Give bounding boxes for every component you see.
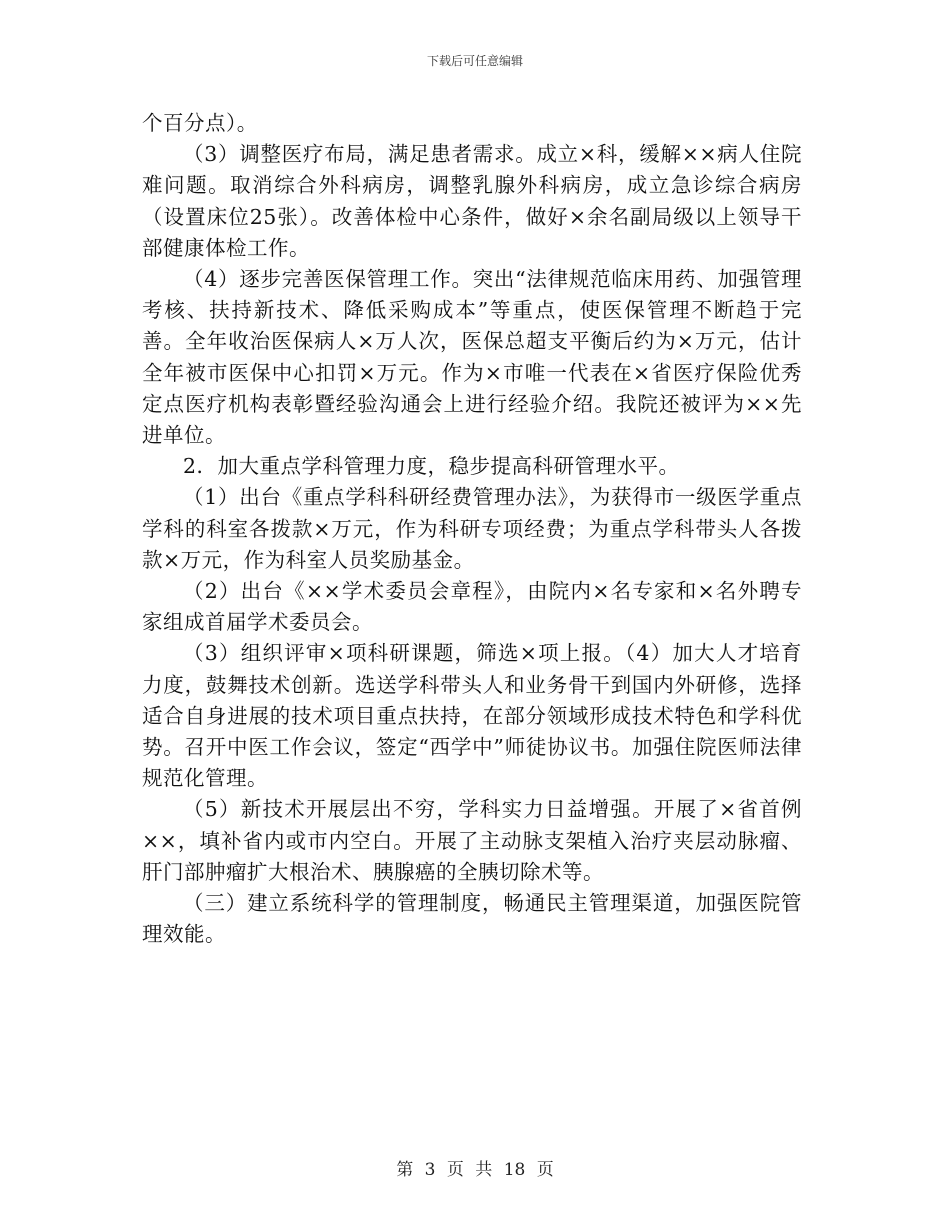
paragraph-3: （4）逐步完善医保管理工作。突出“法律规范临床用药、加强管理考核、扶持新技术、降低采购成本”等重点，使医保管理不断趋于完善。全年收治医保病人×万人次，医保总超支平衡后约为×万元，估计全年被市医保中心扣罚×万元。作为×市唯一代表在×省医疗保险优秀定点医疗机构表彰暨经验沟通会上进行经验介绍。我院还被评为××先进单位。	[142, 267, 802, 448]
page-header: 下载后可任意编辑	[426, 54, 523, 68]
document-body	[142, 108, 802, 950]
paragraph-5: （1）出台《重点学科科研经费管理办法》，为获得市一级医学重点学科的科室各拨款×万元，作为科研专项经费；为重点学科带头人各拨款×万元，作为科室人员奖励基金。	[142, 485, 802, 572]
paragraph-1: 个百分点）。	[142, 111, 258, 135]
page-footer: 第 3 页 共 18 页	[396, 1160, 554, 1180]
paragraph-4: 2．加大重点学科管理力度，稳步提高科研管理水平。	[183, 454, 680, 479]
paragraph-6: （2）出台《××学术委员会章程》，由院内×名专家和×名外聘专家组成首届学术委员会。	[142, 579, 802, 635]
paragraph-7: （3）组织评审×项科研课题，筛选×项上报。（4）加大人才培育力度，鼓舞技术创新。选送学科带头人和业务骨干到国内外研修，选择适合自身进展的技术项目重点扶持，在部分领域形成技术特色和学科优势。召开中医工作会议，签定“西学中”师徒协议书。加强住院医师法律规范化管理。	[142, 641, 802, 791]
paragraph-8: （5）新技术开展层出不穷，学科实力日益增强。开展了×省首例××，填补省内或市内空白。开展了主动脉支架植入治疗夹层动脉瘤、肝门部肿瘤扩大根治术、胰腺癌的全胰切除术等。	[142, 797, 802, 884]
paragraph-9: （三）建立系统科学的管理制度，畅通民主管理渠道，加强医院管理效能。	[142, 891, 802, 947]
paragraph-2: （3）调整医疗布局，满足患者需求。成立×科，缓解××病人住院难问题。取消综合外科病房，调整乳腺外科病房，成立急诊综合病房（设置床位25张）。改善体检中心条件，做好×余名副局级以上领导干部健康体检工作。	[142, 142, 802, 260]
